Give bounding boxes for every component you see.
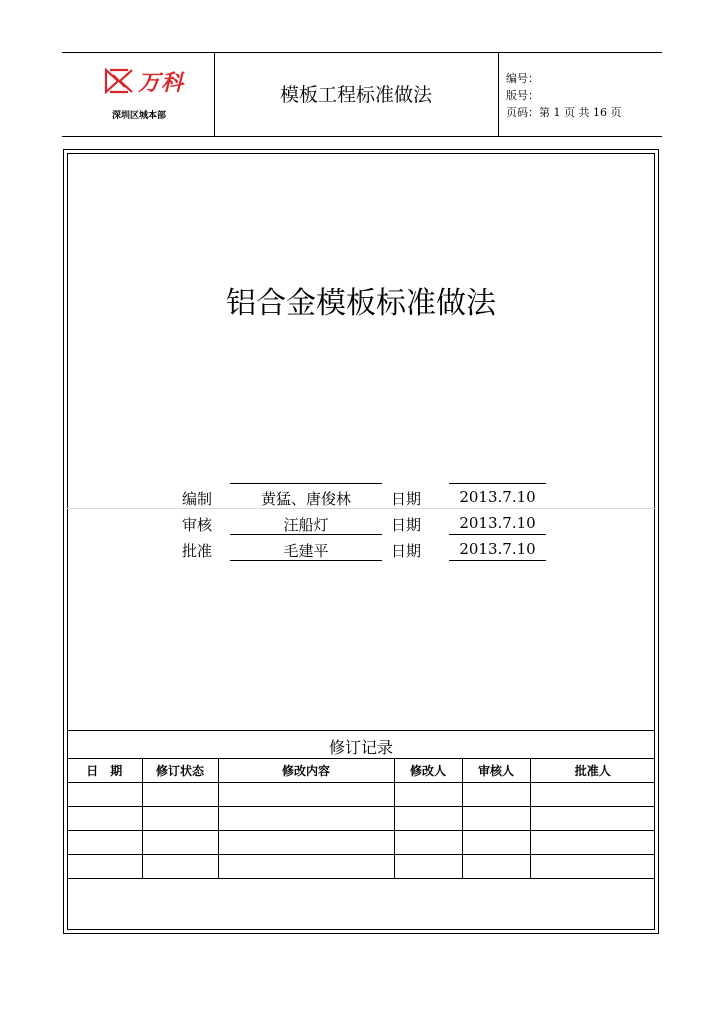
header-title: 模板工程标准做法: [279, 84, 432, 106]
revision-cell: [394, 807, 462, 831]
revision-cell: [142, 855, 218, 879]
signature-top-rule: [230, 483, 382, 484]
revision-cell: [394, 831, 462, 855]
revision-cell: [67, 783, 142, 807]
revision-cell: [218, 831, 394, 855]
logo-text: 万科: [138, 71, 185, 96]
revision-cell: [530, 831, 655, 855]
header-top-rule: [62, 52, 662, 53]
revision-cell: [462, 783, 530, 807]
revision-cell: [530, 807, 655, 831]
revision-cell: [142, 831, 218, 855]
signature-top-rule: [449, 483, 546, 484]
revision-cell: [67, 855, 142, 879]
header-divider: [498, 52, 499, 137]
signature-date-label: 日期: [391, 542, 422, 560]
signature-underline: [230, 560, 382, 561]
signature-underline: [449, 534, 546, 535]
signature-role: 审核: [182, 516, 213, 534]
revision-header-cell: 修订状态: [142, 759, 218, 783]
revision-header-cell: 审核人: [462, 759, 530, 783]
signature-name: 毛建平: [283, 542, 329, 560]
revision-cell: [218, 783, 394, 807]
version-number-label: 版号：: [506, 89, 539, 102]
revision-cell: [67, 807, 142, 831]
document-number-label: 编号：: [506, 72, 539, 85]
revision-separator: [67, 730, 655, 731]
signature-underline: [230, 534, 382, 535]
revision-cell: [218, 807, 394, 831]
revision-row: [67, 783, 655, 807]
revision-cell: [530, 855, 655, 879]
revision-cell: [462, 807, 530, 831]
document-title: 铝合金模板标准做法: [226, 286, 496, 321]
header-bottom-rule: [62, 136, 662, 137]
signature-name: 黄猛、唐俊林: [260, 490, 351, 508]
revision-cell: [394, 783, 462, 807]
signature-date-label: 日期: [391, 490, 422, 508]
revision-cell: [67, 831, 142, 855]
revision-header-cell: 修改内容: [218, 759, 394, 783]
revision-cell: [394, 855, 462, 879]
revision-header-cell: 批准人: [530, 759, 655, 783]
revision-row: [67, 831, 655, 855]
page-number-label: 页码：第 1 页 共 16 页: [506, 106, 622, 119]
signature-role: 编制: [182, 490, 213, 508]
revision-table: [67, 758, 655, 879]
faint-guide-line: [67, 508, 655, 509]
revision-header-row: [67, 759, 655, 783]
revision-title: 修订记录: [328, 738, 393, 757]
revision-cell: [218, 855, 394, 879]
revision-row: [67, 855, 655, 879]
signature-date: 2013.7.10: [459, 540, 536, 558]
signature-date: 2013.7.10: [459, 514, 536, 532]
revision-cell: [530, 783, 655, 807]
revision-cell: [462, 855, 530, 879]
revision-header-cell: 日 期: [67, 759, 142, 783]
vanke-logo-icon: [104, 68, 134, 94]
revision-cell: [142, 807, 218, 831]
revision-cell: [462, 831, 530, 855]
department-label: 深圳区城本部: [112, 111, 167, 121]
revision-header-cell: 修改人: [394, 759, 462, 783]
signature-underline: [449, 560, 546, 561]
signature-date-label: 日期: [391, 516, 422, 534]
revision-cell: [142, 783, 218, 807]
signature-role: 批准: [182, 542, 213, 560]
signature-date: 2013.7.10: [459, 488, 536, 506]
vanke-logo: [104, 66, 204, 98]
revision-row: [67, 807, 655, 831]
signature-name: 汪船灯: [283, 516, 329, 534]
